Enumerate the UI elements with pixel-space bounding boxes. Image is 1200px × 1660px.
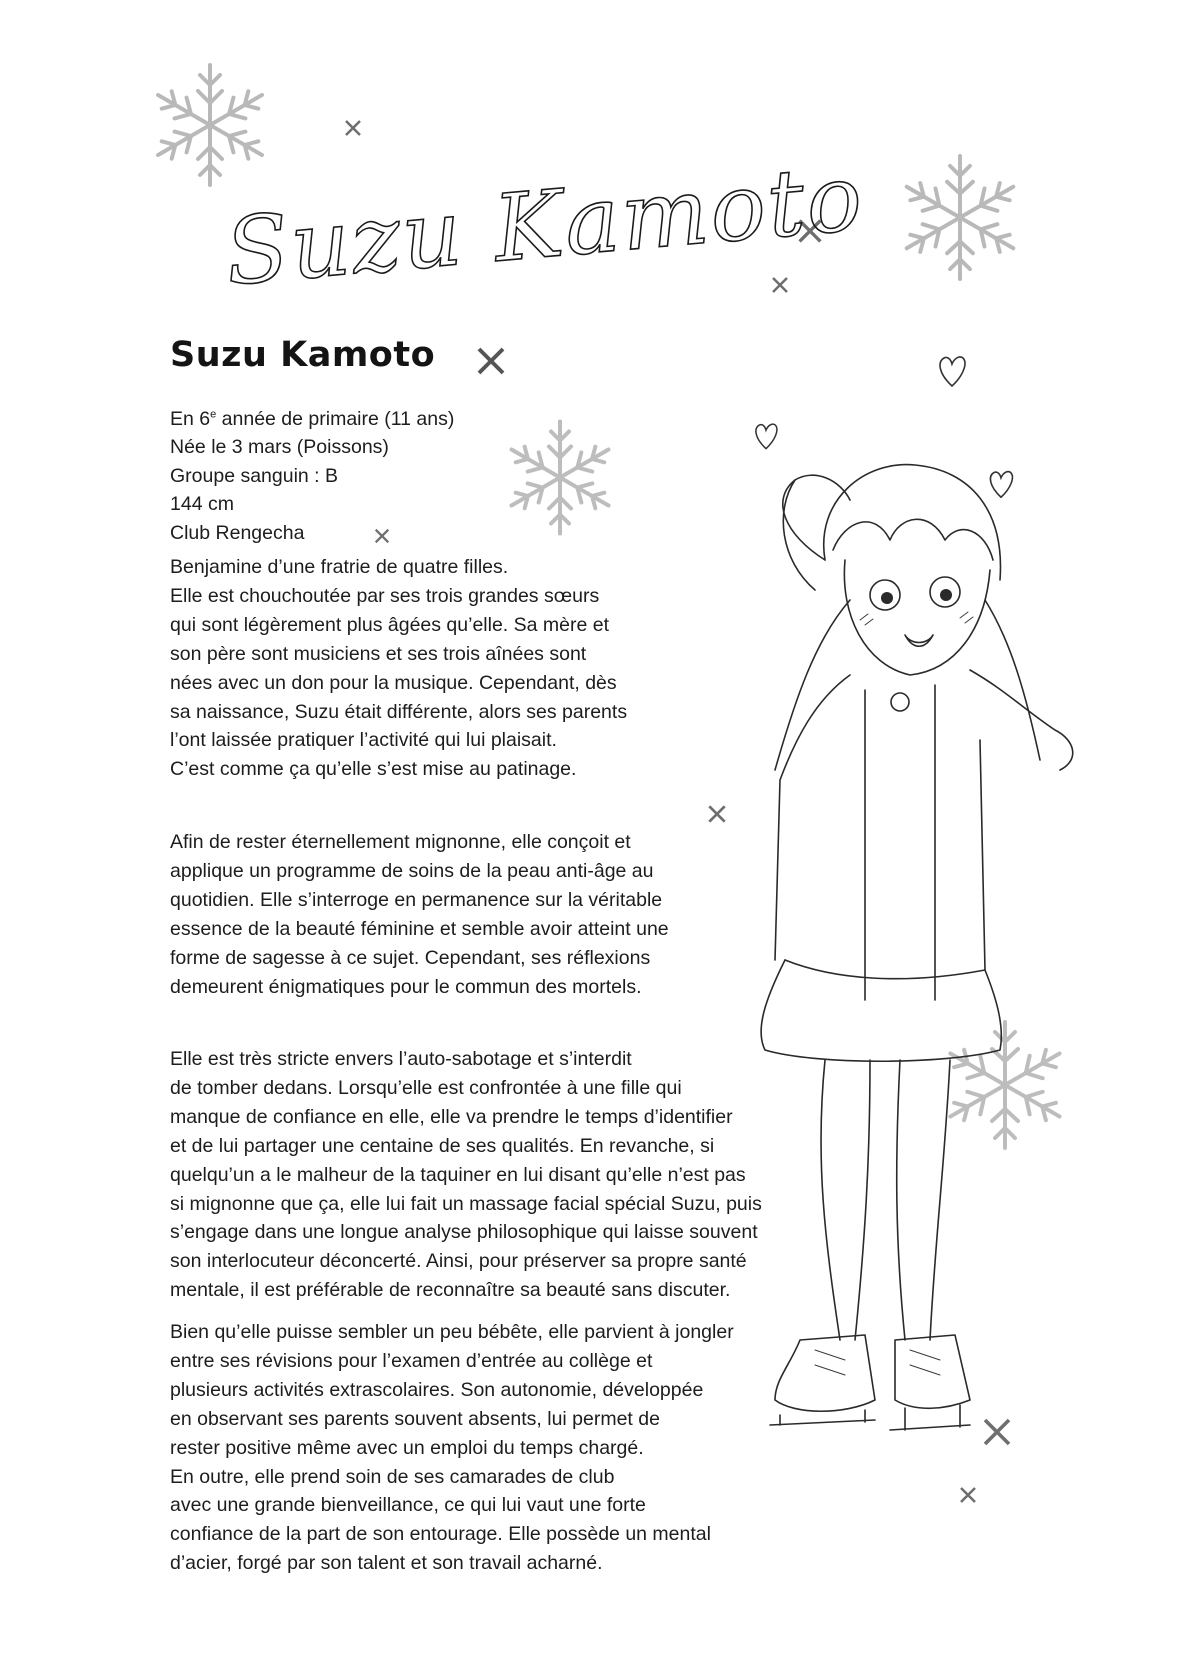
bio-paragraph-4: Bien qu’elle puisse sembler un peu bébête, elle parvient à jongler entre ses révisions pour l’examen d’entrée au collège et plusieurs activités extrascolaires. Son autonomie, développée en observant ses parents souvent absents, lui permet de rester positive même avec un emploi du temps chargé. En outre, elle prend soin de ses camarades de club avec une grande bienveillance, ce qui lui vaut une forte confiance de la part de son entourage. Elle possède un mental d’acier, forgé par son talent et son travail acharné. [170, 1321, 734, 1575]
page-title: Suzu Kamoto [170, 335, 436, 375]
profile-club: Club Rengecha [170, 521, 305, 544]
profile-birth: Née le 3 mars (Poissons) [170, 436, 389, 459]
character-sketch [755, 440, 1085, 1500]
signature [221, 143, 868, 310]
profile-facts [170, 405, 630, 547]
bio-paragraph-3: Elle est très stricte envers l’auto-sabotage et s’interdit de tomber dedans. Lorsqu’elle est confrontée à une fille qui manque de confiance en elle, elle va prendre le temps d’identifier et de lui partager une centaine de ses qualités. En revanche, si quelqu’un a le malheur de la taquiner en lui disant qu’elle n’est pas si mignonne que ça, elle lui fait un massage facial spécial Suzu, puis s’engage dans une longue analyse philosophique qui laisse souvent son interlocuteur déconcerté. Ainsi, pour préserver sa propre santé mentale, il est préférable de reconnaître sa beauté sans discuter. [170, 1048, 762, 1302]
bio-paragraph-2: Afin de rester éternellement mignonne, elle conçoit et applique un programme de soins de la peau anti-âge au quotidien. Elle s’interroge en permanence sur la véritable essence de la beauté féminine et semble avoir atteint une forme de sagesse à ce sujet. Cependant, ses réflexions demeurent énigmatiques pour le commun des mortels. [170, 831, 669, 998]
signature-text: Suzu Kamoto [221, 143, 868, 307]
snowflake-icon [885, 150, 1035, 285]
sparkle-cross-icon [476, 346, 506, 376]
profile-blood-type: Groupe sanguin : B [170, 464, 339, 487]
heart-icon [935, 352, 969, 390]
sparkle-cross-icon [343, 118, 363, 138]
profile-grade: En 6e année de primaire (11 ans) [170, 408, 455, 430]
bio-paragraph-1: Benjamine d’une fratrie de quatre filles. Elle est chouchoutée par ses trois grandes sœurs qui sont légèrement plus âgées qu’elle. Sa mère et son père sont musiciens et ses trois aînées sont nées avec un don pour la musique. Cependant, dès sa naissance, Suzu était différente, alors ses parents l’ont laissée pratiquer l’activité qui lui plaisait. C’est comme ça qu’elle s’est mise au patinage. [170, 556, 628, 781]
sparkle-cross-icon [706, 803, 728, 825]
profile-height: 144 cm [170, 493, 234, 516]
